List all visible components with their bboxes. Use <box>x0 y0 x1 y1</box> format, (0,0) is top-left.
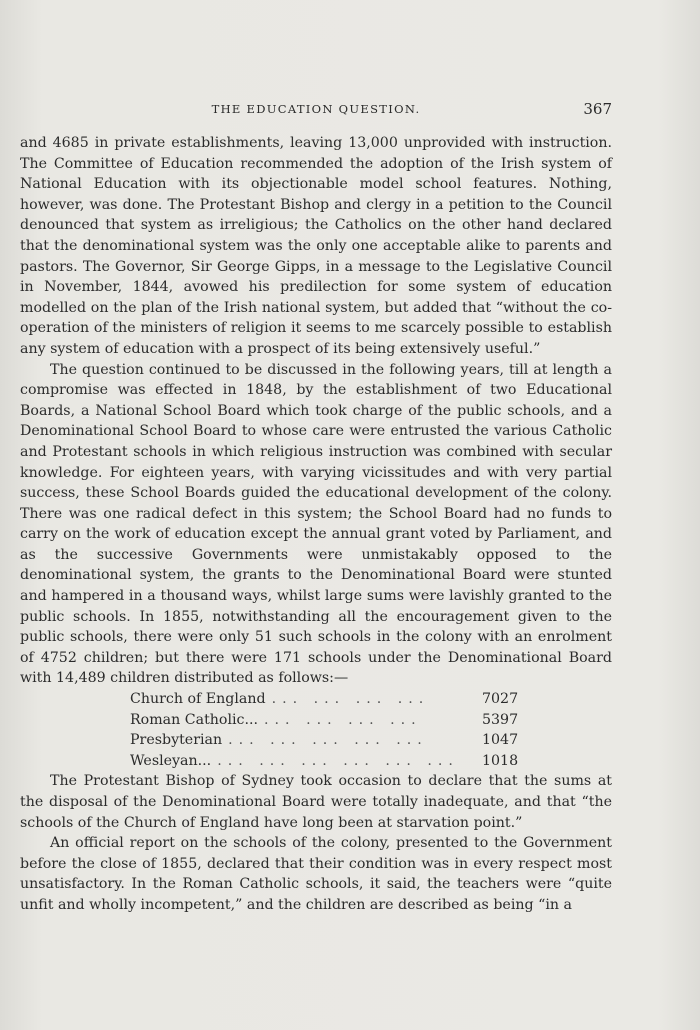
leader-dots: ... ... ... ... ... <box>228 732 428 749</box>
paragraph-continued: and 4685 in private establishments, leaving 13,000 unprovided with instruction. The Committee of Education recommended the adoption of the Irish system of National Education with its objectionable model school features. Nothing, however, was done. The Protestant Bishop and clergy in a petition to the Council denounced that system as irreligious; the Catholics on the other hand declared that the denominational system was the only one acceptable alike to parents and pastors. The Governor, Sir George Gipps, in a message to the Legislative Council in November, 1844, avowed his predilection for some system of education modelled on the plan of the Irish national system, but added that “without the co-operation of the ministers of religion it seems to me scarcely possible to establish any system of education with a prospect of its being extensively useful.” <box>20 135 612 357</box>
leader-dots: ... ... ... ... <box>271 691 430 708</box>
children-count: 5397 <box>482 711 519 728</box>
children-count: 1047 <box>482 732 519 749</box>
body-text <box>20 133 612 916</box>
table-row <box>130 710 518 731</box>
denomination-name: Roman Catholic... <box>130 711 259 728</box>
paragraph-compromise: The question continued to be discussed in the following years, till at length a compromise was effected in 1848, by the establishment of two Educational Boards, a National School Board which took charge of the public schools, and a Denominational School Board to whose care were entrusted the various Catholic and Protestant schools in which religious instruction was combined with secular knowledge. For eighteen years, with varying vicissitudes and with very partial success, these School Boards guided the educational development of the colony. There was one radical defect in this system; the School Board had no funds to carry on the work of education except the annual grant voted by Parliament, and as the successive Governments were unmistakably opposed to the denominational system, the grants to the Denominational Board were stunted and hampered in a thousand ways, whilst large sums were lavishly granted to the public schools. In 1855, notwithstanding all the encouragement given to the public schools, there were only 51 such schools in the colony with an enrolment of 4752 children; but there were 171 schools under the Denominational Board with 14,489 children distributed as follows:— <box>20 361 612 687</box>
page-header <box>20 100 612 120</box>
denomination-name: Wesleyan... <box>130 752 212 769</box>
children-distribution-table <box>130 689 518 771</box>
table-row <box>130 689 518 710</box>
table-row <box>130 730 518 751</box>
page-number: 367 <box>583 100 612 118</box>
leader-dots: ... ... ... ... <box>264 711 422 728</box>
denomination-name: Church of England <box>130 691 266 708</box>
leader-dots: ... ... ... ... ... ... <box>217 752 459 769</box>
paragraph-official-report: An official report on the schools of the colony, presented to the Government before the close of 1855, declared that their condition was in every respect most unsatisfactory. In the Roman Catholic schools, it said, the teachers were “quite unfit and wholly incompetent,” and the children are described as being “in a <box>20 835 612 913</box>
paragraph-bishop-sydney: The Protestant Bishop of Sydney took occasion to declare that the sums at the disposal of the Denominational Board were totally inadequate, and that “the schools of the Church of England have long been at starvation point.” <box>20 773 612 831</box>
children-count: 1018 <box>482 752 519 769</box>
denomination-name: Presbyterian <box>130 732 223 749</box>
children-count: 7027 <box>482 691 519 708</box>
table-row <box>130 751 518 772</box>
running-title: THE EDUCATION QUESTION. <box>211 102 421 116</box>
